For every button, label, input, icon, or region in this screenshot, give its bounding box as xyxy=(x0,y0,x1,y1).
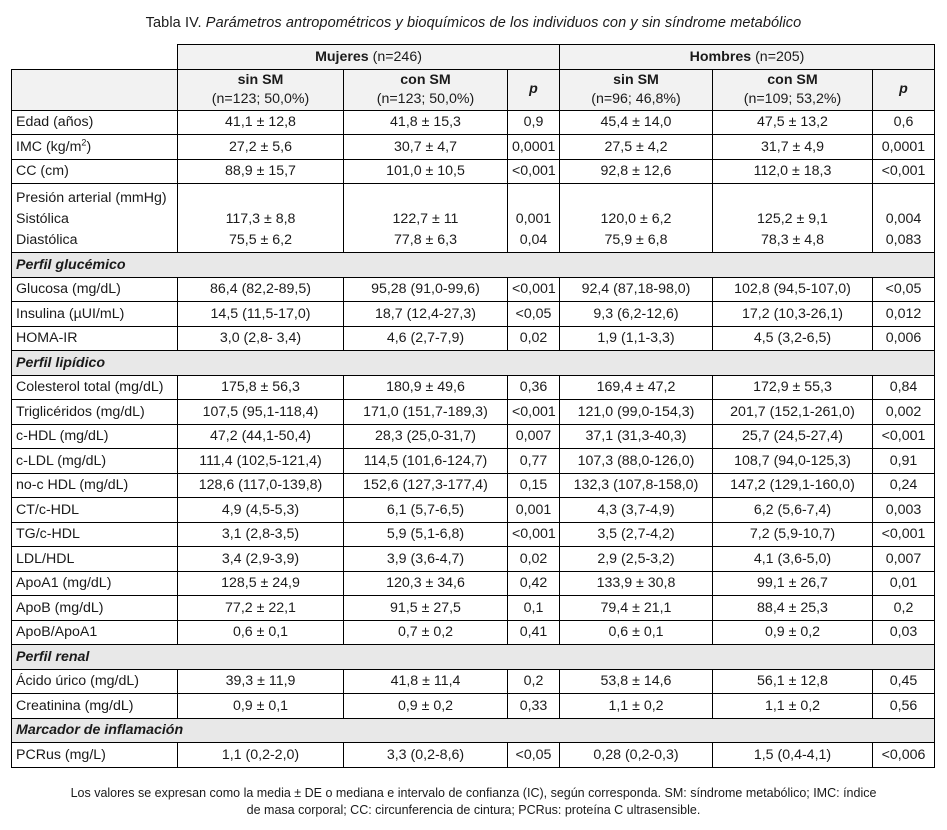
table-cell: 0,2 xyxy=(508,669,560,694)
table-row-apob_apoa1 xyxy=(12,620,935,645)
table-cell: 92,8 ± 12,6 xyxy=(560,159,713,184)
table-cell: 0,6 ± 0,1 xyxy=(178,620,344,645)
table-cell: 180,9 ± 49,6 xyxy=(344,375,508,400)
table-cell: 14,5 (11,5-17,0) xyxy=(178,302,344,327)
table-cell: 111,4 (102,5-121,4) xyxy=(178,449,344,474)
section-heading: Perfil glucémico xyxy=(12,253,935,278)
table-row-imc xyxy=(12,135,935,160)
table-cell: 0,6 xyxy=(873,110,935,135)
row-label: CC (cm) xyxy=(12,159,178,184)
table-cell: 147,2 (129,1-160,0) xyxy=(713,473,873,498)
table-cell: 30,7 ± 4,7 xyxy=(344,135,508,160)
table-cell: 108,7 (94,0-125,3) xyxy=(713,449,873,474)
table-cell: 56,1 ± 12,8 xyxy=(713,669,873,694)
table-cell: 99,1 ± 26,7 xyxy=(713,571,873,596)
table-cell: 3,9 (3,6-4,7) xyxy=(344,547,508,572)
table-cell: 95,28 (91,0-99,6) xyxy=(344,277,508,302)
data-table xyxy=(11,44,935,768)
table-title xyxy=(0,15,947,31)
table-cell: 92,4 (87,18-98,0) xyxy=(560,277,713,302)
table-cell: <0,05 xyxy=(508,743,560,768)
table-row-homa xyxy=(12,326,935,351)
table-cell: 0,001 0,04 xyxy=(508,184,560,253)
row-label: ApoA1 (mg/dL) xyxy=(12,571,178,596)
table-cell: 0,006 xyxy=(873,326,935,351)
table-cell: 31,7 ± 4,9 xyxy=(713,135,873,160)
table-row-presion xyxy=(12,184,935,253)
women-con-sm-header: con SM (n=123; 50,0%) xyxy=(344,69,508,110)
table-row-ct_chdl xyxy=(12,498,935,523)
table-cell: 4,5 (3,2-6,5) xyxy=(713,326,873,351)
table-cell: 175,8 ± 56,3 xyxy=(178,375,344,400)
table-cell: 5,9 (5,1-6,8) xyxy=(344,522,508,547)
table-cell: 3,3 (0,2-8,6) xyxy=(344,743,508,768)
table-cell: 88,9 ± 15,7 xyxy=(178,159,344,184)
table-cell: 39,3 ± 11,9 xyxy=(178,669,344,694)
table-cell: 0,6 ± 0,1 xyxy=(560,620,713,645)
table-row-nochdl xyxy=(12,473,935,498)
men-p-header: p xyxy=(873,69,935,110)
table-cell: 120,3 ± 34,6 xyxy=(344,571,508,596)
section-heading: Marcador de inflamación xyxy=(12,718,935,743)
empty-subheader-cell xyxy=(12,69,178,110)
section-row-glucemico xyxy=(12,253,935,278)
row-label: IMC $(kg/m^2)$ xyxy=(12,135,178,160)
table-cell: 112,0 ± 18,3 xyxy=(713,159,873,184)
table-cell: 0,1 xyxy=(508,596,560,621)
table-row-colesterol xyxy=(12,375,935,400)
section-heading: Perfil lipídico xyxy=(12,351,935,376)
table-row-pcrus xyxy=(12,743,935,768)
table-cell: 6,2 (5,6-7,4) xyxy=(713,498,873,523)
table-row-ldl_hdl xyxy=(12,547,935,572)
table-cell: 201,7 (152,1-261,0) xyxy=(713,400,873,425)
table-row-trigliceridos xyxy=(12,400,935,425)
empty-header-cell xyxy=(12,45,178,70)
row-label: c-HDL (mg/dL) xyxy=(12,424,178,449)
table-cell: 128,6 (117,0-139,8) xyxy=(178,473,344,498)
table-cell: 0,9 ± 0,2 xyxy=(344,694,508,719)
women-p-header: p xyxy=(508,69,560,110)
table-cell: 107,5 (95,1-118,4) xyxy=(178,400,344,425)
table-cell: <0,05 xyxy=(873,277,935,302)
table-cell: 7,2 (5,9-10,7) xyxy=(713,522,873,547)
table-cell: 45,4 ± 14,0 xyxy=(560,110,713,135)
row-label: ApoB/ApoA1 xyxy=(12,620,178,645)
table-cell: 172,9 ± 55,3 xyxy=(713,375,873,400)
table-cell: 77,2 ± 22,1 xyxy=(178,596,344,621)
table-cell: 91,5 ± 27,5 xyxy=(344,596,508,621)
section-row-inflamacion xyxy=(12,718,935,743)
table-cell: 0,9 xyxy=(508,110,560,135)
table-row-edad xyxy=(12,110,935,135)
row-label: Creatinina (mg/dL) xyxy=(12,694,178,719)
table-cell: 121,0 (99,0-154,3) xyxy=(560,400,713,425)
table-cell: 0,0001 xyxy=(508,135,560,160)
row-label: ApoB (mg/dL) xyxy=(12,596,178,621)
table-row-apob xyxy=(12,596,935,621)
table-cell: 27,5 ± 4,2 xyxy=(560,135,713,160)
table-cell: 0,002 xyxy=(873,400,935,425)
row-label: Ácido úrico (mg/dL) xyxy=(12,669,178,694)
table-cell: 122,7 ± 11 77,8 ± 6,3 xyxy=(344,184,508,253)
row-label: Insulina (µUI/mL) xyxy=(12,302,178,327)
row-label: Presión arterial (mmHg) Sistólica Diastólica xyxy=(12,184,178,253)
table-row-creatinina xyxy=(12,694,935,719)
table-cell: 0,24 xyxy=(873,473,935,498)
row-label: Colesterol total (mg/dL) xyxy=(12,375,178,400)
table-cell: 4,1 (3,6-5,0) xyxy=(713,547,873,572)
table-cell: 101,0 ± 10,5 xyxy=(344,159,508,184)
row-label: LDL/HDL xyxy=(12,547,178,572)
row-label: PCRus (mg/L) xyxy=(12,743,178,768)
table-cell: 102,8 (94,5-107,0) xyxy=(713,277,873,302)
subgroup-header-row xyxy=(12,69,935,110)
table-cell: 1,9 (1,1-3,3) xyxy=(560,326,713,351)
row-label: Edad (años) xyxy=(12,110,178,135)
women-group-header: Mujeres (n=246) xyxy=(178,45,560,70)
table-cell: 3,5 (2,7-4,2) xyxy=(560,522,713,547)
table-cell: 0,9 ± 0,2 xyxy=(713,620,873,645)
table-cell: 0,36 xyxy=(508,375,560,400)
table-cell: 0,28 (0,2-0,3) xyxy=(560,743,713,768)
table-cell: 0,45 xyxy=(873,669,935,694)
table-cell: 120,0 ± 6,2 75,9 ± 6,8 xyxy=(560,184,713,253)
table-cell: <0,001 xyxy=(508,522,560,547)
table-cell: 1,1 ± 0,2 xyxy=(713,694,873,719)
row-label: Triglicéridos (mg/dL) xyxy=(12,400,178,425)
table-row-tg_chdl xyxy=(12,522,935,547)
table-cell: <0,05 xyxy=(508,302,560,327)
row-label: TG/c-HDL xyxy=(12,522,178,547)
table-cell: 3,1 (2,8-3,5) xyxy=(178,522,344,547)
table-cell: 0,15 xyxy=(508,473,560,498)
table-cell: 0,001 xyxy=(508,498,560,523)
table-row-apoa1 xyxy=(12,571,935,596)
group-header-row xyxy=(12,45,935,70)
table-cell: 0,007 xyxy=(873,547,935,572)
table-cell: 0,2 xyxy=(873,596,935,621)
women-sin-sm-header: sin SM (n=123; 50,0%) xyxy=(178,69,344,110)
table-cell: 0,004 0,083 xyxy=(873,184,935,253)
table-cell: <0,001 xyxy=(508,159,560,184)
row-label: Glucosa (mg/dL) xyxy=(12,277,178,302)
table-row-chdl xyxy=(12,424,935,449)
table-row-insulina xyxy=(12,302,935,327)
men-sin-sm-header: sin SM (n=96; 46,8%) xyxy=(560,69,713,110)
table-cell: 114,5 (101,6-124,7) xyxy=(344,449,508,474)
table-title-prefix: Tabla IV. xyxy=(145,15,202,31)
table-cell: 169,4 ± 47,2 xyxy=(560,375,713,400)
table-cell: 47,5 ± 13,2 xyxy=(713,110,873,135)
table-cell: 107,3 (88,0-126,0) xyxy=(560,449,713,474)
table-cell: 132,3 (107,8-158,0) xyxy=(560,473,713,498)
table-row-cc xyxy=(12,159,935,184)
table-cell: 28,3 (25,0-31,7) xyxy=(344,424,508,449)
table-cell: 3,0 (2,8- 3,4) xyxy=(178,326,344,351)
table-row-glucosa xyxy=(12,277,935,302)
table-cell: 125,2 ± 9,1 78,3 ± 4,8 xyxy=(713,184,873,253)
table-cell: 0,7 ± 0,2 xyxy=(344,620,508,645)
table-cell: 128,5 ± 24,9 xyxy=(178,571,344,596)
table-cell: 9,3 (6,2-12,6) xyxy=(560,302,713,327)
table-cell: 0,9 ± 0,1 xyxy=(178,694,344,719)
table-cell: 0,77 xyxy=(508,449,560,474)
table-cell: 0,03 xyxy=(873,620,935,645)
table-cell: <0,001 xyxy=(508,400,560,425)
table-cell: <0,001 xyxy=(508,277,560,302)
table-cell: 47,2 (44,1-50,4) xyxy=(178,424,344,449)
row-label: no-c HDL (mg/dL) xyxy=(12,473,178,498)
table-cell: 0,91 xyxy=(873,449,935,474)
table-cell: <0,006 xyxy=(873,743,935,768)
table-cell: 0,56 xyxy=(873,694,935,719)
table-cell: 37,1 (31,3-40,3) xyxy=(560,424,713,449)
section-heading: Perfil renal xyxy=(12,645,935,670)
section-row-lipidico xyxy=(12,351,935,376)
table-cell: 133,9 ± 30,8 xyxy=(560,571,713,596)
table-cell: 1,5 (0,4-4,1) xyxy=(713,743,873,768)
men-group-header: Hombres (n=205) xyxy=(560,45,935,70)
table-cell: 0,41 xyxy=(508,620,560,645)
table-cell: 41,8 ± 15,3 xyxy=(344,110,508,135)
table-cell: 18,7 (12,4-27,3) xyxy=(344,302,508,327)
section-row-renal xyxy=(12,645,935,670)
table-cell: 0,33 xyxy=(508,694,560,719)
table-cell: 0,02 xyxy=(508,547,560,572)
table-cell: 41,1 ± 12,8 xyxy=(178,110,344,135)
table-cell: 0,02 xyxy=(508,326,560,351)
table-cell: 0,0001 xyxy=(873,135,935,160)
table-cell: 25,7 (24,5-27,4) xyxy=(713,424,873,449)
table-title-text: Parámetros antropométricos y bioquímicos de los individuos con y sin síndrome metabólico xyxy=(205,15,802,31)
table-cell: 0,012 xyxy=(873,302,935,327)
table-cell: 0,007 xyxy=(508,424,560,449)
table-cell: 6,1 (5,7-6,5) xyxy=(344,498,508,523)
table-cell: 117,3 ± 8,8 75,5 ± 6,2 xyxy=(178,184,344,253)
table-cell: 79,4 ± 21,1 xyxy=(560,596,713,621)
table-cell: 152,6 (127,3-177,4) xyxy=(344,473,508,498)
table-cell: 0,42 xyxy=(508,571,560,596)
table-cell: 17,2 (10,3-26,1) xyxy=(713,302,873,327)
table-row-acido_urico xyxy=(12,669,935,694)
table-cell: 1,1 ± 0,2 xyxy=(560,694,713,719)
table-cell: <0,001 xyxy=(873,424,935,449)
footnote: Los valores se expresan como la media ± DE o mediana e intervalo de confianza (IC), según corresponda. SM: síndrome metabólico; IMC: índice de masa corporal; CC: circunferencia de cintura; PCRus: proteína C ultrasensible. xyxy=(70,786,877,817)
table-cell: 86,4 (82,2-89,5) xyxy=(178,277,344,302)
table-cell: 0,003 xyxy=(873,498,935,523)
table-cell: 1,1 (0,2-2,0) xyxy=(178,743,344,768)
row-label: CT/c-HDL xyxy=(12,498,178,523)
table-row-cldl xyxy=(12,449,935,474)
table-cell: <0,001 xyxy=(873,159,935,184)
table-cell: 4,3 (3,7-4,9) xyxy=(560,498,713,523)
table-cell: 0,01 xyxy=(873,571,935,596)
table-cell: <0,001 xyxy=(873,522,935,547)
table-cell: 3,4 (2,9-3,9) xyxy=(178,547,344,572)
row-label: c-LDL (mg/dL) xyxy=(12,449,178,474)
table-cell: 2,9 (2,5-3,2) xyxy=(560,547,713,572)
table-cell: 41,8 ± 11,4 xyxy=(344,669,508,694)
table-cell: 53,8 ± 14,6 xyxy=(560,669,713,694)
table-cell: 0,84 xyxy=(873,375,935,400)
men-con-sm-header: con SM (n=109; 53,2%) xyxy=(713,69,873,110)
table-cell: 4,6 (2,7-7,9) xyxy=(344,326,508,351)
table-cell: 27,2 ± 5,6 xyxy=(178,135,344,160)
table-cell: 4,9 (4,5-5,3) xyxy=(178,498,344,523)
table-cell: 88,4 ± 25,3 xyxy=(713,596,873,621)
row-label: HOMA-IR xyxy=(12,326,178,351)
table-cell: 171,0 (151,7-189,3) xyxy=(344,400,508,425)
